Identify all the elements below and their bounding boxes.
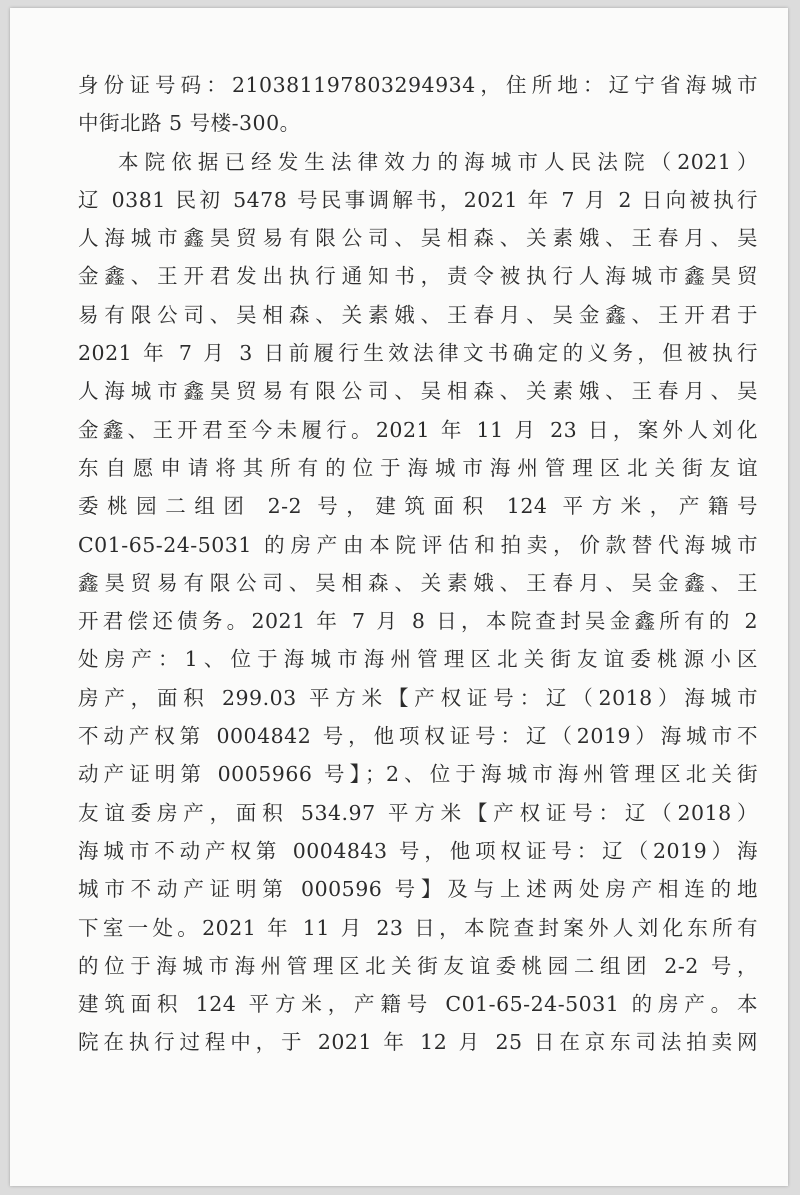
text-line: 人海城市鑫昊贸易有限公司、吴相森、关素娥、王春月、吴: [78, 226, 758, 251]
text-line: 城市不动产证明第 000596 号】及与上述两处房产相连的地: [78, 877, 758, 902]
text-line: 人海城市鑫昊贸易有限公司、吴相森、关素娥、王春月、吴: [78, 379, 758, 404]
text-line: 友谊委房产，面积 534.97 平方米【产权证号：辽（2018）: [78, 800, 758, 825]
text-line: 下室一处。2021 年 11 月 23 日，本院查封案外人刘化东所有: [78, 915, 758, 940]
text-line: 的位于海城市海州管理区北关街友谊委桃园二组团 2-2 号，: [78, 953, 758, 978]
text-line: 金鑫、王开君至今未履行。2021 年 11 月 23 日，案外人刘化: [78, 417, 758, 442]
text-line: 身份证号码：210381197803294934，住所地：辽宁省海城市: [78, 73, 758, 97]
text-line: C01-65-24-5031 的房产由本院评估和拍卖，价款替代海城市: [78, 532, 758, 557]
text-line: 海城市不动产权第 0004843 号，他项权证号：辽（2019）海: [78, 838, 758, 863]
text-line: 易有限公司、吴相森、关素娥、王春月、吴金鑫、王开君于: [78, 302, 758, 327]
text-line: 鑫昊贸易有限公司、吴相森、关素娥、王春月、吴金鑫、王: [78, 570, 758, 595]
text-line: 院在执行过程中，于 2021 年 12 月 25 日在京东司法拍卖网: [78, 1030, 758, 1055]
text-line: 房产，面积 299.03 平方米【产权证号：辽（2018）海城市: [78, 685, 758, 710]
text-line: 建筑面积 124 平方米，产籍号 C01-65-24-5031 的房产。本: [78, 992, 758, 1017]
text-line: 开君偿还债务。2021 年 7 月 8 日，本院查封吴金鑫所有的 2: [78, 609, 758, 634]
text-line: 委桃园二组团 2-2 号，建筑面积 124 平方米，产籍号: [78, 494, 758, 519]
text-line: 中街北路 5 号楼-300。: [78, 111, 301, 136]
paragraph-first-line: 本院依据已经发生法律效力的海城市人民法院（2021）: [118, 149, 758, 174]
document-page: [10, 8, 788, 1186]
text-line: 不动产权第 0004842 号，他项权证号：辽（2019）海城市不: [78, 724, 758, 749]
document-body: [78, 66, 758, 1062]
text-line: 东自愿申请将其所有的位于海城市海州管理区北关街友谊: [78, 455, 758, 480]
text-line: 金鑫、王开君发出执行通知书，责令被执行人海城市鑫昊贸: [78, 264, 758, 289]
text-line: 动产证明第 0005966 号】；2、位于海城市海州管理区北关街: [78, 762, 758, 787]
text-line: 辽 0381 民初 5478 号民事调解书，2021 年 7 月 2 日向被执行: [78, 187, 758, 212]
text-line: 处房产：1、位于海城市海州管理区北关街友谊委桃源小区: [78, 647, 758, 672]
text-line: 2021 年 7 月 3 日前履行生效法律文书确定的义务，但被执行: [78, 341, 758, 366]
